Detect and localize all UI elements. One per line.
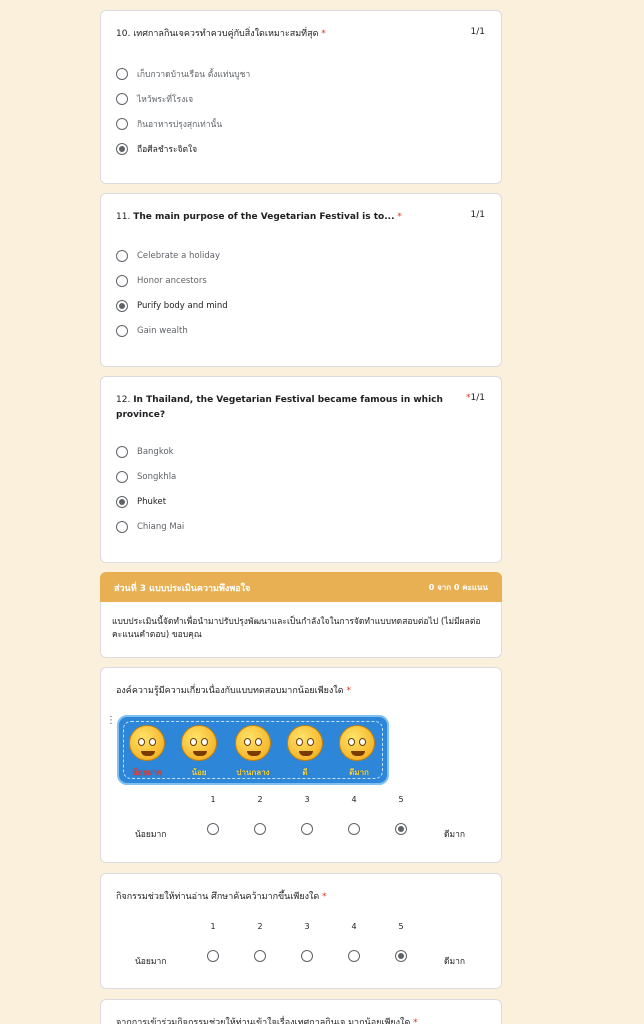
- radio-button[interactable]: [116, 93, 128, 105]
- radio-button[interactable]: [116, 250, 128, 262]
- scale-question-card-1: [100, 667, 502, 863]
- option-row[interactable]: [116, 273, 207, 289]
- question-text: เทศกาลกินเจควรทำควบคู่กับสิ่งใดเหมาะสมที่สุด: [133, 29, 319, 39]
- option-label: Bangkok: [137, 447, 174, 457]
- scale-radio-3[interactable]: [301, 823, 313, 835]
- scale-question-card-3: [100, 999, 502, 1024]
- question-title: [116, 393, 446, 423]
- question-text: The main purpose of the Vegetarian Festival is to...: [133, 212, 395, 222]
- score-value: 1/1: [470, 393, 485, 403]
- question-score: 1/1: [470, 210, 485, 220]
- question-text: องค์ความรู้มีความเกี่ยวเนื่องกับแบบทดสอบมากน้อยเพียงใด: [116, 686, 344, 696]
- radio-button[interactable]: [116, 471, 128, 483]
- scale-radio-1[interactable]: [207, 950, 219, 962]
- radio-button-selected[interactable]: [116, 143, 128, 155]
- option-row[interactable]: [116, 91, 193, 107]
- option-row[interactable]: [116, 444, 174, 460]
- option-label: ไหว้พระที่โรงเจ: [137, 95, 194, 105]
- required-asterisk: *: [397, 212, 402, 222]
- more-options-icon[interactable]: ⋮: [106, 715, 116, 726]
- scale-number: 2: [257, 922, 263, 931]
- option-label: Phuket: [137, 497, 167, 507]
- question-number: 12.: [116, 395, 131, 405]
- option-row-selected[interactable]: [116, 141, 197, 157]
- required-asterisk: *: [346, 686, 351, 696]
- radio-button[interactable]: [116, 118, 128, 130]
- scale-max-label: ดีมาก: [444, 957, 466, 967]
- option-row[interactable]: [116, 248, 220, 264]
- option-row[interactable]: [116, 469, 176, 485]
- scale-number: 4: [351, 922, 357, 931]
- question-text: จากการเข้าร่วมกิจกรรมช่วยให้ท่านเข้าใจเรื่องเทศกาลกินเจ มากน้อยเพียงใด: [116, 1018, 411, 1024]
- option-label: Celebrate a holiday: [137, 251, 220, 261]
- option-label: ถือศีลชำระจิตใจ: [137, 145, 198, 155]
- banner-label: ดีมาก: [349, 768, 369, 777]
- question-card-12: [100, 376, 502, 563]
- worried-face-icon: [181, 725, 217, 761]
- banner-label: น้อย: [191, 768, 207, 777]
- scale-number: 3: [304, 922, 310, 931]
- section-description: แบบประเมินนี้จัดทำเพื่อนำมาปรับปรุงพัฒนาและเป็นกำลังใจในการจัดทำแบบทดสอบต่อไป (ไม่มีผลต่อคะแนนคำตอบ) ขอบคุณ: [112, 617, 481, 640]
- scale-number: 1: [210, 795, 216, 804]
- question-score: [466, 393, 485, 403]
- scale-question-card-2: [100, 873, 502, 989]
- option-label: Gain wealth: [137, 326, 188, 336]
- option-row[interactable]: [116, 116, 222, 132]
- question-title: [116, 210, 456, 225]
- scale-radio-5-selected[interactable]: [395, 950, 407, 962]
- thumbs-up-face-icon: [287, 725, 323, 761]
- scale-radio-1[interactable]: [207, 823, 219, 835]
- question-number: 11.: [116, 212, 131, 222]
- scale-radio-5-selected[interactable]: [395, 823, 407, 835]
- scale-radio-3[interactable]: [301, 950, 313, 962]
- option-row[interactable]: [116, 66, 250, 82]
- option-row[interactable]: [116, 323, 188, 339]
- radio-button[interactable]: [116, 325, 128, 337]
- scale-min-label: น้อยมาก: [135, 830, 167, 840]
- banner-label: ปานกลาง: [236, 768, 270, 777]
- radio-button-selected[interactable]: [116, 496, 128, 508]
- radio-button-selected[interactable]: [116, 300, 128, 312]
- option-label: Honor ancestors: [137, 276, 207, 286]
- scale-max-label: ดีมาก: [444, 830, 466, 840]
- required-asterisk: *: [322, 892, 327, 902]
- question-title: [116, 684, 456, 699]
- required-asterisk: *: [466, 393, 471, 403]
- required-asterisk: *: [321, 29, 326, 39]
- scale-number: 5: [398, 922, 404, 931]
- rating-emoji-banner: [106, 715, 389, 785]
- section-description-card: [100, 602, 502, 658]
- scale-number: 5: [398, 795, 404, 804]
- double-thumbs-up-face-icon: [339, 725, 375, 761]
- scale-number: 1: [210, 922, 216, 931]
- scale-radio-2[interactable]: [254, 950, 266, 962]
- radio-button[interactable]: [116, 275, 128, 287]
- question-title: [116, 890, 456, 905]
- question-text: In Thailand, the Vegetarian Festival became famous in which province?: [116, 395, 443, 420]
- neutral-face-icon: [235, 725, 271, 761]
- question-card-11: [100, 193, 502, 367]
- option-label: เก็บกวาดบ้านเรือน ตั้งแท่นบูชา: [137, 70, 251, 80]
- scale-radio-4[interactable]: [348, 823, 360, 835]
- option-label: Purify body and mind: [137, 301, 228, 311]
- question-number: 10.: [116, 29, 131, 39]
- option-label: Songkhla: [137, 472, 177, 482]
- scale-number: 2: [257, 795, 263, 804]
- question-score: 1/1: [470, 27, 485, 37]
- crying-face-icon: [129, 725, 165, 761]
- section-title: ส่วนที่ 3 แบบประเมินความพึงพอใจ: [114, 584, 251, 594]
- scale-radio-2[interactable]: [254, 823, 266, 835]
- section-header: [100, 572, 502, 602]
- scale-min-label: น้อยมาก: [135, 957, 167, 967]
- banner-label: ดี: [302, 768, 308, 777]
- banner-label: น้อยมาก: [132, 768, 162, 777]
- option-row-selected[interactable]: [116, 494, 166, 510]
- section-points: 0 จาก 0 คะแนน: [428, 583, 488, 592]
- scale-number: 4: [351, 795, 357, 804]
- question-text: กิจกรรมช่วยให้ท่านอ่าน ศึกษาค้นคว้ามากขึ้นเพียงใด: [116, 892, 320, 902]
- question-title: [116, 1016, 486, 1024]
- option-row[interactable]: [116, 519, 184, 535]
- radio-button[interactable]: [116, 521, 128, 533]
- question-card-10: [100, 10, 502, 184]
- scale-radio-4[interactable]: [348, 950, 360, 962]
- required-asterisk: *: [413, 1018, 418, 1024]
- scale-number: 3: [304, 795, 310, 804]
- option-row-selected[interactable]: [116, 298, 228, 314]
- option-label: Chiang Mai: [137, 522, 185, 532]
- radio-button[interactable]: [116, 446, 128, 458]
- radio-button[interactable]: [116, 68, 128, 80]
- option-label: กินอาหารปรุงสุกเท่านั้น: [137, 120, 223, 130]
- question-title: [116, 27, 456, 42]
